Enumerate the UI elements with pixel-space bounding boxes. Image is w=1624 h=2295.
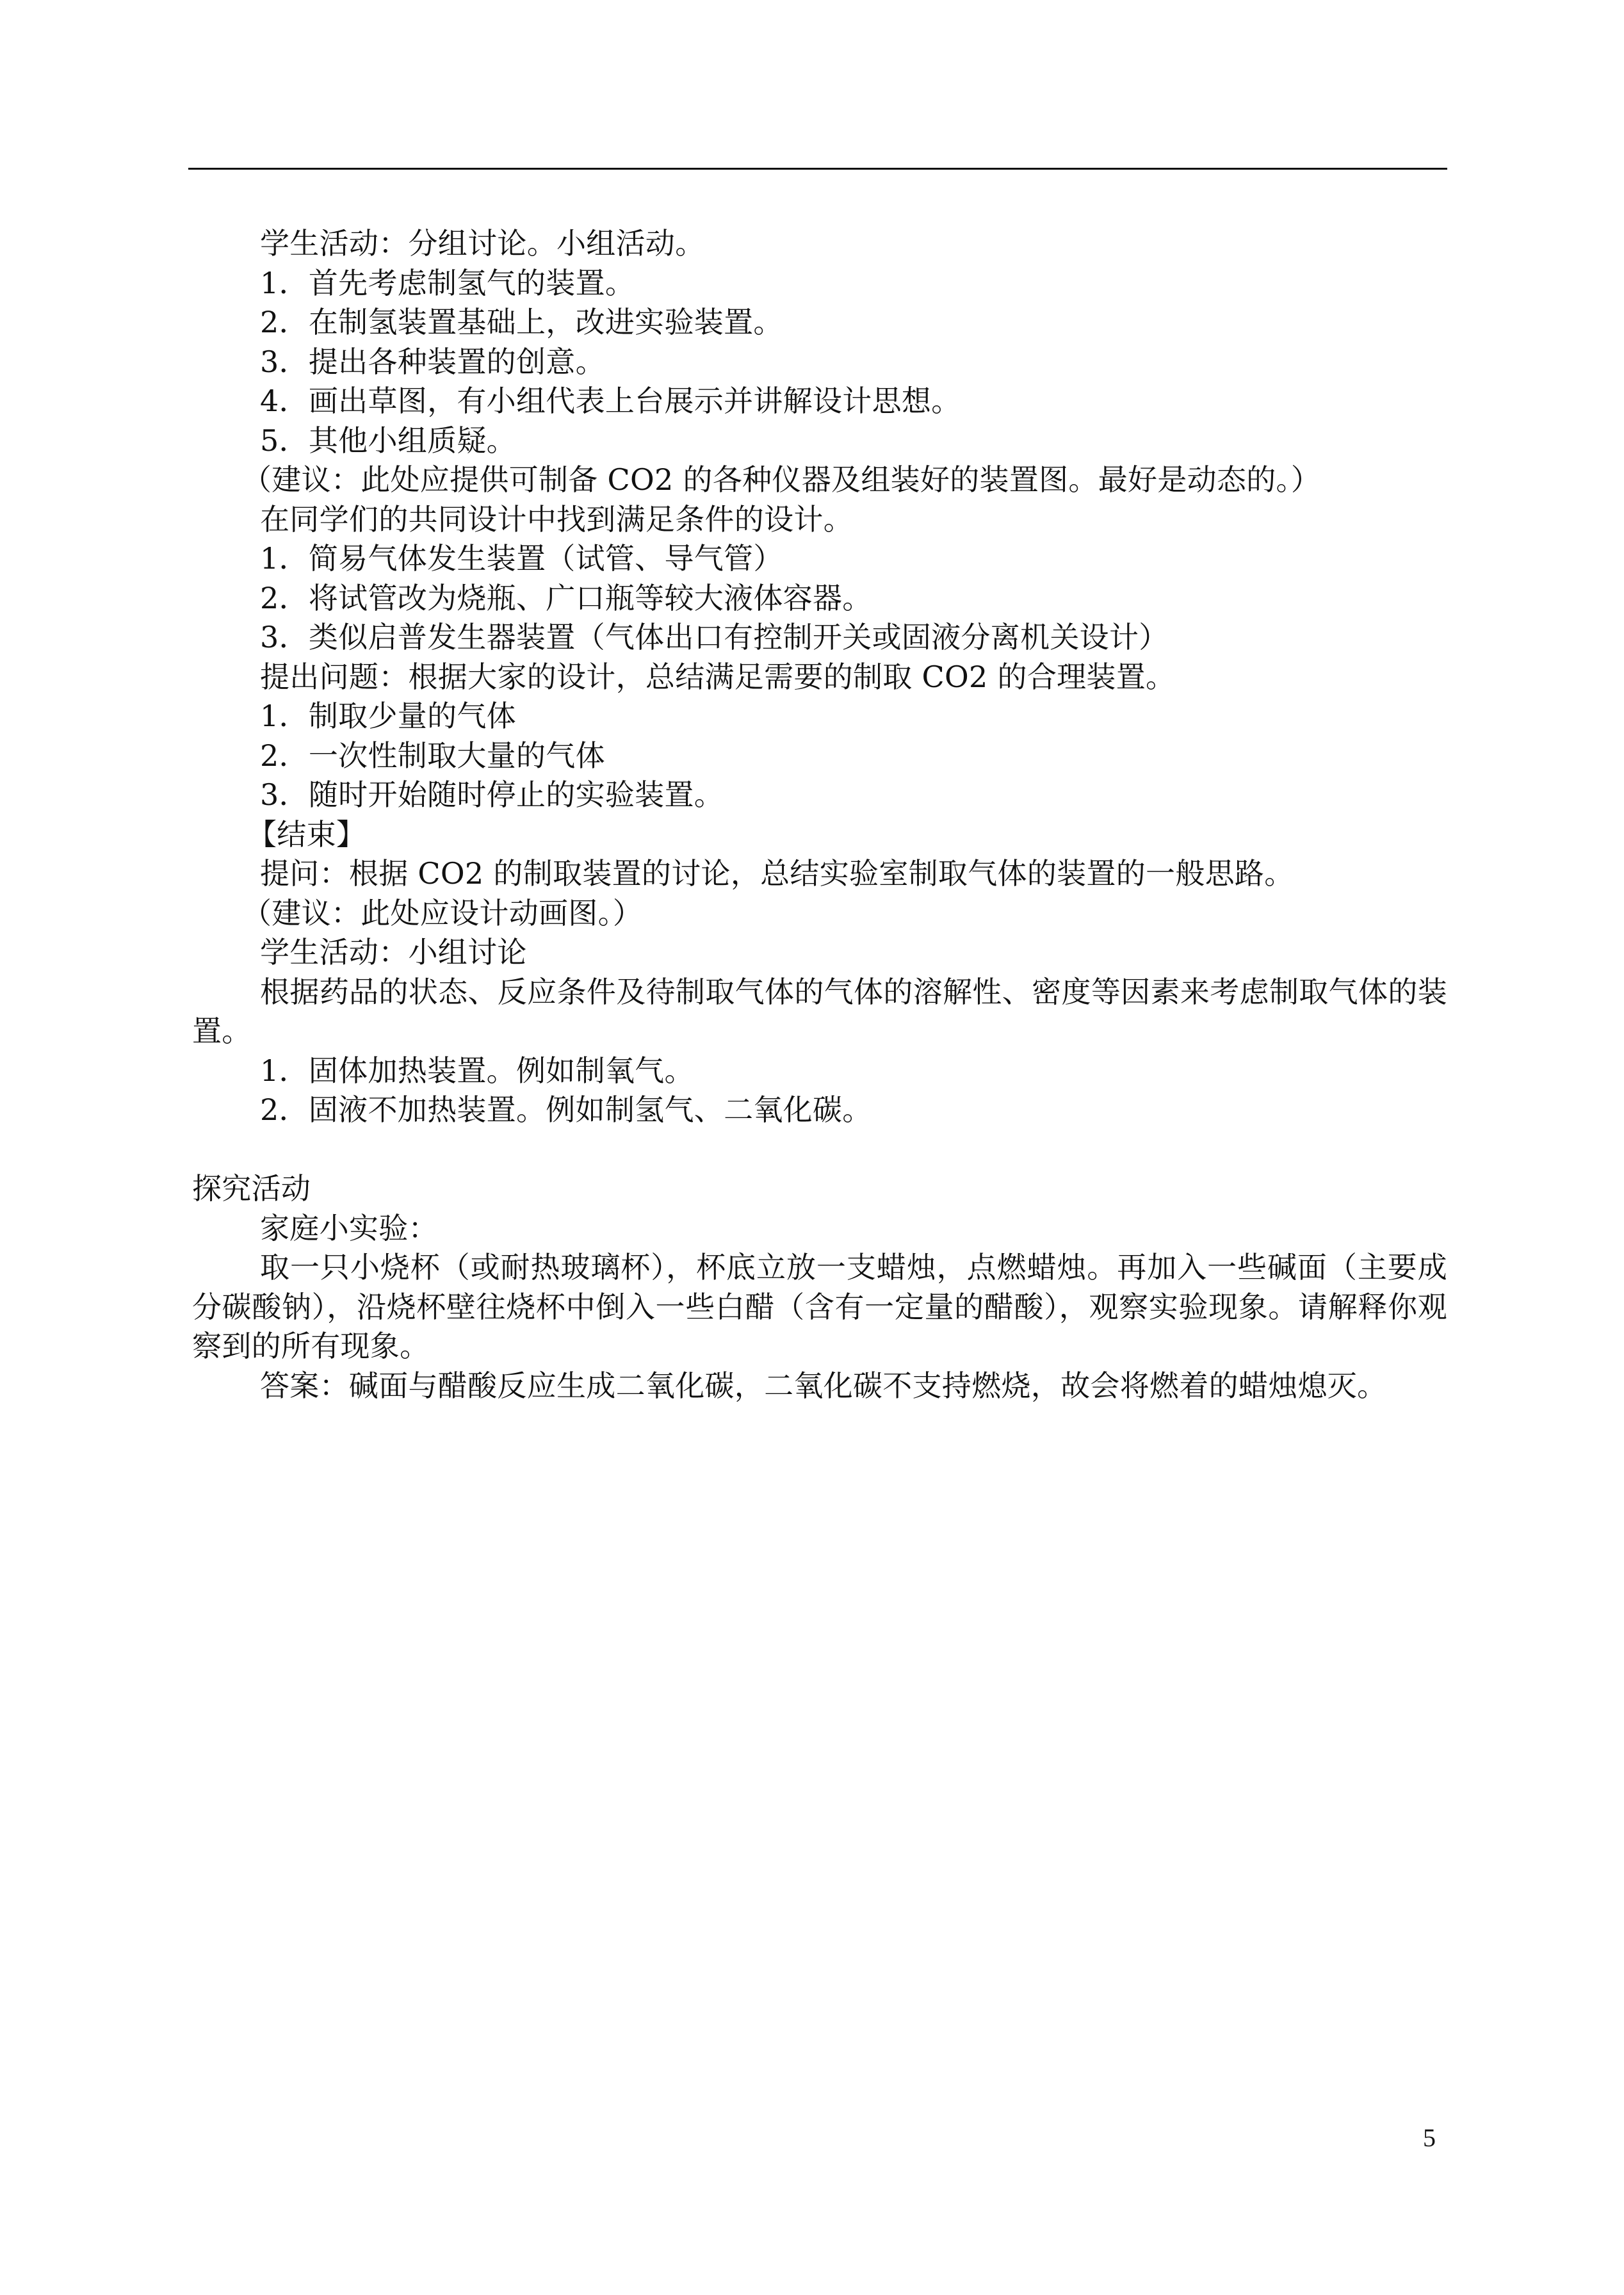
text-line: 2．将试管改为烧瓶、广口瓶等较大液体容器。 bbox=[260, 580, 872, 615]
text-line: 在同学们的共同设计中找到满足条件的设计。 bbox=[260, 501, 853, 537]
text-line: 4．画出草图，有小组代表上台展示并讲解设计思想。 bbox=[260, 384, 961, 418]
text-line: 2．一次性制取大量的气体 bbox=[260, 738, 605, 773]
experiment-paragraph: 取一只小烧杯（或耐热玻璃杯），杯底立放一支蜡烛，点燃蜡烛。再加入一些碱面（主要成分碳酸钠），沿烧杯壁往烧杯中倒入一些白醋（含有一定量的醋酸），观察实验现象。请解释你观察到的所有现象。 bbox=[192, 1250, 1447, 1363]
text-line: （建议：此处应设计动画图。） bbox=[242, 895, 643, 930]
text-line: 3．类似启普发生器装置（气体出口有控制开关或固液分离机关设计） bbox=[260, 620, 1169, 654]
discussion-list bbox=[192, 224, 1447, 973]
text-line: 提问：根据 CO2 的制取装置的讨论，总结实验室制取气体的装置的一般思路。 bbox=[260, 856, 1294, 891]
text-line: 3．随时开始随时停止的实验装置。 bbox=[260, 777, 724, 812]
text-line: 提出问题：根据大家的设计，总结满足需要的制取 CO2 的合理装置。 bbox=[260, 659, 1176, 694]
answer-paragraph: 答案：碱面与醋酸反应生成二氧化碳，二氧化碳不支持燃烧，故会将燃着的蜡烛熄灭。 bbox=[260, 1368, 1387, 1403]
text-line: 2．固液不加热装置。例如制氢气、二氧化碳。 bbox=[260, 1092, 872, 1127]
text-line: 2．在制氢装置基础上，改进实验装置。 bbox=[260, 305, 783, 339]
subsection-title: 家庭小实验： bbox=[260, 1210, 438, 1245]
text-line: 1．制取少量的气体 bbox=[260, 699, 516, 733]
text-line: 1．固体加热装置。例如制氧气。 bbox=[260, 1053, 694, 1088]
body-paragraph: 根据药品的状态、反应条件及待制取气体的气体的溶解性、密度等因素来考虑制取气体的装置。 bbox=[192, 974, 1447, 1048]
text-line: 5．其他小组质疑。 bbox=[260, 423, 516, 458]
header-rule bbox=[188, 168, 1447, 170]
document-body bbox=[192, 224, 1447, 1406]
blank-line bbox=[192, 1130, 1447, 1170]
text-line: 学生活动：分组讨论。小组活动。 bbox=[260, 226, 705, 261]
text-line: 3．提出各种装置的创意。 bbox=[260, 344, 605, 379]
text-line: 1．简易气体发生装置（试管、导气管） bbox=[260, 541, 783, 576]
section-title: 探究活动 bbox=[192, 1171, 311, 1206]
text-line: 1．首先考虑制氢气的装置。 bbox=[260, 265, 635, 300]
text-line: （建议：此处应提供可制备 CO2 的各种仪器及组装好的装置图。最好是动态的。） bbox=[242, 462, 1321, 497]
page-number: 5 bbox=[1423, 2123, 1436, 2152]
device-type-list bbox=[192, 1051, 1447, 1130]
text-line: 【结束】 bbox=[247, 816, 366, 852]
text-line: 学生活动：小组讨论 bbox=[260, 935, 527, 969]
